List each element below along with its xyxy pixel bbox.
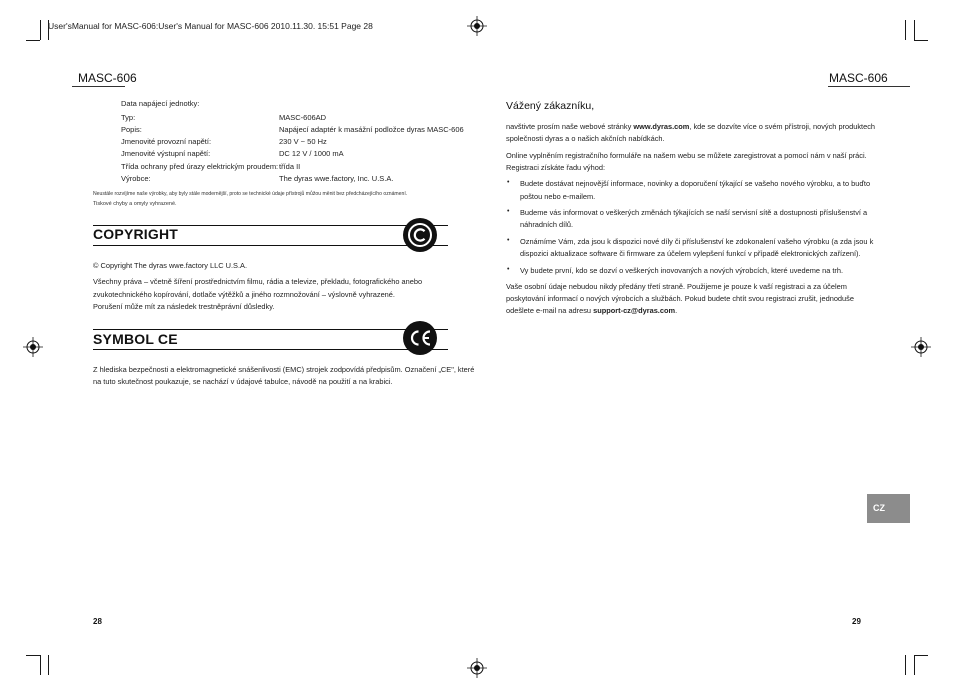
crop-mark (905, 655, 906, 675)
copyright-paragraph-line: Všechny práva – včetně šíření prostřednictvím filmu, rádia a televize, překladu, fotografického anebo (93, 277, 423, 286)
registration-paragraph-line: Registraci získáte řadu výhod: (506, 163, 605, 172)
benefit-list-item: dispozici aktualizace software či firmware za účelem vylepšení funkcí v případě elektronických zařízení). (520, 249, 861, 258)
spec-label: Popis: (121, 125, 142, 134)
section-rule (93, 225, 448, 226)
spec-label: Typ: (121, 113, 136, 122)
registration-mark-icon (467, 658, 487, 678)
privacy-paragraph-line: Vaše osobní údaje nebudou nikdy předány třetí straně. Použijeme je pouze k vaší registraci a za účelem (506, 282, 847, 291)
spec-label: Jmenovité provozní napětí: (121, 137, 212, 146)
crop-mark (26, 655, 40, 656)
crop-mark (40, 655, 41, 675)
copyright-heading: COPYRIGHT (93, 226, 179, 242)
language-tab-label: CZ (873, 503, 885, 513)
crop-mark (914, 40, 928, 41)
visit-paragraph-line: společnosti dyras a o našich akčních nabídkách. (506, 134, 665, 143)
crop-mark (914, 20, 915, 40)
spec-label: Jmenovité výstupní napětí: (121, 149, 211, 158)
disclaimer-line: Neustále rozvíjíme naše výrobky, aby byly stále modernější, proto se technické údaje přístrojů můžou měnit bez předcházejícího oznámení. (93, 191, 408, 197)
copyright-paragraph-line: zvukotechnického kopírování, dotlače výtěžků a jiného rozmnožování – výslovně vyhrazené. (93, 290, 395, 299)
bullet-icon: • (507, 266, 510, 273)
crop-mark (914, 655, 915, 675)
spec-title: Data napájecí jednotky: (121, 99, 200, 108)
spec-value: MASC-606AD (279, 113, 327, 122)
copyright-paragraph-line: Porušení může mít za následek trestněprávní důsledky. (93, 302, 275, 311)
left-page-number: 28 (93, 617, 102, 626)
visit-text: , kde se dozvíte více o svém přístroji, nových produktech (689, 122, 876, 131)
visit-paragraph-line (506, 121, 875, 134)
bullet-icon: • (507, 237, 510, 244)
left-header-rule (72, 86, 125, 87)
benefit-list-item: Budete dostávat nejnovější informace, novinky a doporučení týkající se vašeho nového výrobku, a to buďto (520, 179, 871, 188)
spec-value: 230 V ~ 50 Hz (279, 137, 327, 146)
ce-paragraph-line: Z hlediska bezpečnosti a elektromagnetické snášenlivosti (EMC) strojek zodpovídá předpisům. Označení „CE", které (93, 365, 475, 374)
bullet-icon: • (507, 179, 510, 186)
registration-mark-icon (23, 337, 43, 357)
crop-mark (914, 655, 928, 656)
right-page-number: 29 (852, 617, 861, 626)
crop-mark (48, 655, 49, 675)
left-page-header: MASC-606 (78, 71, 137, 85)
section-rule (93, 329, 448, 330)
crop-mark (26, 40, 40, 41)
spec-value: The dyras wwe.factory, Inc. U.S.A. (279, 174, 394, 183)
symbol-ce-heading: SYMBOL CE (93, 331, 178, 347)
bullet-icon: • (507, 208, 510, 215)
privacy-paragraph-line: poskytování informací o nových výrobcích a službách. Pokud budete chtít svou registraci zrušit, jednoduše (506, 294, 854, 303)
privacy-text: odešlete e-mail na adresu (506, 306, 594, 315)
copyright-icon (402, 217, 438, 253)
right-header-rule (828, 86, 910, 87)
spec-label: Výrobce: (121, 174, 151, 183)
crop-mark (40, 20, 41, 40)
spec-value: DC 12 V / 1000 mA (279, 149, 344, 158)
visit-text: navštivte prosím naše webové stránky (506, 122, 634, 131)
website-link[interactable]: www.dyras.com (633, 122, 690, 131)
spec-value: Napájecí adaptér k masážní podložce dyras MASC-606 (279, 125, 464, 134)
benefit-list-item: Oznámíme Vám, zda jsou k dispozici nové díly či příslušenství ke zdokonalení vašeho výrobku (a zda jsou k (520, 237, 874, 246)
benefit-list-item: Vy budete první, kdo se dozví o veškerých inovovaných a nových výrobcích, které uvedeme na trh. (520, 266, 844, 275)
privacy-paragraph-line (506, 305, 677, 318)
benefit-list-item: poštou nebo e-mailem. (520, 192, 596, 201)
benefit-list-item: náhradních dílů. (520, 220, 574, 229)
ce-paragraph-line: na tuto skutečnost poukazuje, se nachází v údajové tabulce, návodě na použití a na krabici. (93, 377, 393, 386)
language-tab (867, 494, 910, 523)
registration-mark-icon (467, 16, 487, 36)
section-rule (93, 349, 448, 350)
greeting: Vážený zákazníku, (506, 100, 595, 112)
registration-mark-icon (911, 337, 931, 357)
benefit-list-item: Budeme vás informovat o veškerých změnách týkajících se naší servisní sítě a dostupnosti příslušenství a (520, 208, 868, 217)
spec-value: třída II (279, 162, 301, 171)
print-slug-line: User'sManual for MASC-606:User's Manual for MASC-606 2010.11.30. 15:51 Page 28 (48, 21, 373, 31)
disclaimer-line: Tiskové chyby a omyly vyhrazené. (93, 201, 177, 207)
spec-label: Třída ochrany před úrazy elektrickým proudem: (121, 162, 279, 171)
crop-mark (905, 20, 906, 40)
privacy-text: . (675, 306, 678, 315)
copyright-line: © Copyright The dyras wwe.factory LLC U.S.A. (93, 261, 248, 270)
support-email-link[interactable]: support-cz@dyras.com (593, 306, 676, 315)
right-page-header: MASC-606 (829, 71, 888, 85)
section-rule (93, 245, 448, 246)
ce-mark-icon (402, 320, 438, 356)
registration-paragraph-line: Online vyplněním registračního formuláře na našem webu se můžete zaregistrovat a pomocí nám v naší práci. (506, 151, 867, 160)
